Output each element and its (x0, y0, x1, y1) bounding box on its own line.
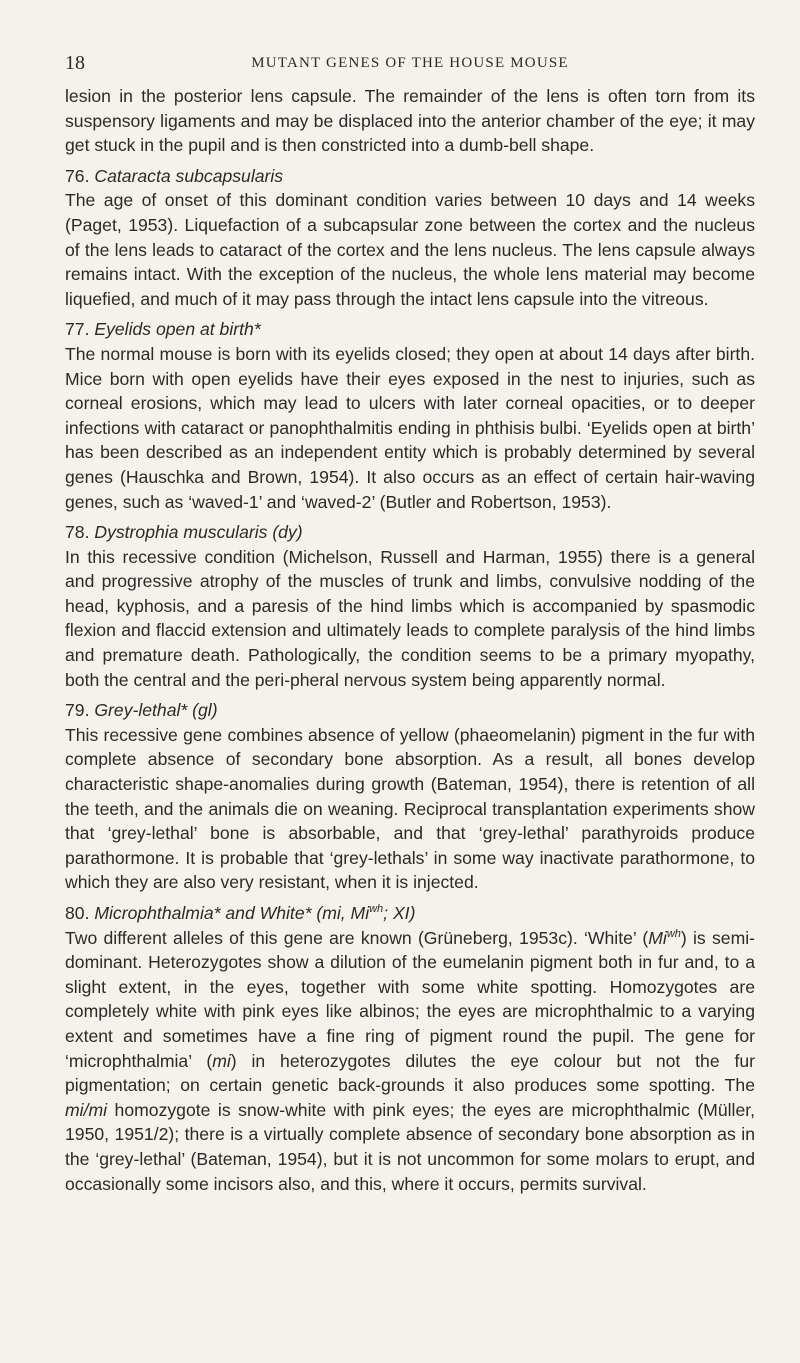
continued-paragraph: lesion in the posterior lens capsule. The remainder of the lens is often torn from its suspensory ligaments and may be displaced into the anterior chamber of the eye; it may get stuck in the pupil and is then constricted into a dumb-bell shape. (65, 86, 755, 156)
entry-title: Cataracta subcapsularis (94, 165, 284, 186)
gene-symbol-superscript: wh (369, 903, 384, 916)
allele-symbol (648, 928, 681, 948)
entry-body: In this recessive condition (Michelson, Russell and Harman, 1955) there is a general and progressive atrophy of the muscles of trunk and limbs, convulsive nodding of the head, kyphosis, and a paresis of the hind limbs which is accompanied by spasmodic flexion and flaccid extension and ultimately leads to complete paralysis of the hind limbs and premature death. Pathologically, the condition seems to be a primary myopathy, both the central and the peri-pheral nervous system being apparently normal. (65, 546, 755, 690)
body-text: ) is semi-dominant. Heterozygotes show a dilution of the eumelanin pigment both in fur and, to a slight extent, in the eyes, together with some white spotting. Homozygotes are completely white with pink eyes like albinos; the eyes are microphthalmic to a varying extent and sometimes have a fine ring of pigment round the pupil. The gene for ‘microphthalmia’ ( (65, 927, 755, 1071)
entry-title: Grey-lethal* (94, 700, 188, 721)
allele-base: Mi (648, 927, 667, 948)
body-text: Two different alleles of this gene are known (Grüneberg, 1953c). ‘White’ ( (65, 927, 649, 948)
body-text: homozygote is snow-white with pink eyes; the eyes are microphthalmic (Müller, 1950, 1951/2); there is a virtually complete absence of secondary bone absorption as in the ‘grey-lethal’ (Bateman, 1954), but it is not uncommon for some molars to erupt, and occasionally some incisors also, and this, where it occurs, permits survival. (65, 1099, 755, 1194)
entry-77 (65, 317, 755, 514)
entry-78 (65, 520, 755, 692)
entry-title: Microphthalmia* and White* (94, 903, 312, 923)
entry-heading (65, 698, 755, 723)
entry-body: The normal mouse is born with its eyelids closed; they open at about 14 days after birth. Mice born with open eyelids have their eyes exposed in the nest to injuries, such as corneal erosions, which may lead to ulcers with later corneal opacities, or to deeper infections with cataract or panophthalmitis ending in phthisis bulbi. ‘Eyelids open at birth’ has been described as an independent entity which is probably determined by several genes (Hauschka and Brown, 1954). It also occurs as an effect of certain hair-waving genes, such as ‘waved-1’ and ‘waved-2’ (Butler and Robertson, 1953). (65, 343, 755, 512)
page-number: 18 (65, 52, 85, 74)
entry-body (65, 926, 755, 1197)
allele-symbol-mi: mi (212, 1050, 231, 1071)
entry-title: Eyelids open at birth* (94, 319, 261, 340)
entry-80 (65, 901, 755, 1196)
running-title: MUTANT GENES OF THE HOUSE MOUSE (251, 55, 569, 71)
gene-symbol: (gl) (192, 700, 218, 721)
entry-76 (65, 164, 755, 312)
entry-number: 76. (65, 165, 90, 186)
genotype-symbol: mi/mi (65, 1099, 108, 1120)
entry-heading (65, 901, 755, 926)
entry-79 (65, 698, 755, 895)
entry-title: Dystrophia muscularis (94, 522, 268, 543)
entry-number: 79. (65, 700, 90, 721)
entry-heading (65, 520, 755, 545)
entry-number: 78. (65, 522, 90, 543)
gene-symbol (316, 903, 415, 923)
body-text: ) in heterozygotes dilutes the eye colour but not the fur pigmentation; on certain genetic back-grounds it also produces some spotting. The (65, 1050, 755, 1096)
entry-body: This recessive gene combines absence of yellow (phaeomelanin) pigment in the fur with complete absence of secondary bone absorption. As a result, all bones develop characteristic shape-anomalies during growth (Bateman, 1954), there is retention of all the teeth, and the animals die on weaning. Reciprocal transplantation experiments show that ‘grey-lethal’ bone is absorbable, and that ‘grey-lethal’ parathyroids produce parathormone. It is probable that ‘grey-lethals’ in some way inactivate parathormone, to which they are also very resistant, when it is injected. (65, 724, 755, 893)
entry-heading (65, 164, 755, 189)
entry-heading (65, 317, 755, 342)
gene-symbol-close: ; XI) (383, 903, 416, 923)
gene-symbol: (dy) (272, 522, 303, 543)
entry-number: 77. (65, 319, 90, 340)
gene-symbol-open: (mi, Mi (316, 903, 370, 923)
entry-number: 80. (65, 903, 90, 923)
entry-body: The age of onset of this dominant condition varies between 10 days and 14 weeks (Paget, 1953). Liquefaction of a subcapsular zone between the cortex and the nucleus of the lens leads to cataract of the cortex and the lens nucleus. The lens capsule always remains intact. With the exception of the nucleus, the whole lens material may become liquefied, and much of it may pass through the intact lens capsule into the vitreous. (65, 190, 755, 309)
page-header (65, 52, 755, 82)
allele-superscript: wh (666, 927, 681, 940)
page-body (65, 84, 755, 1196)
